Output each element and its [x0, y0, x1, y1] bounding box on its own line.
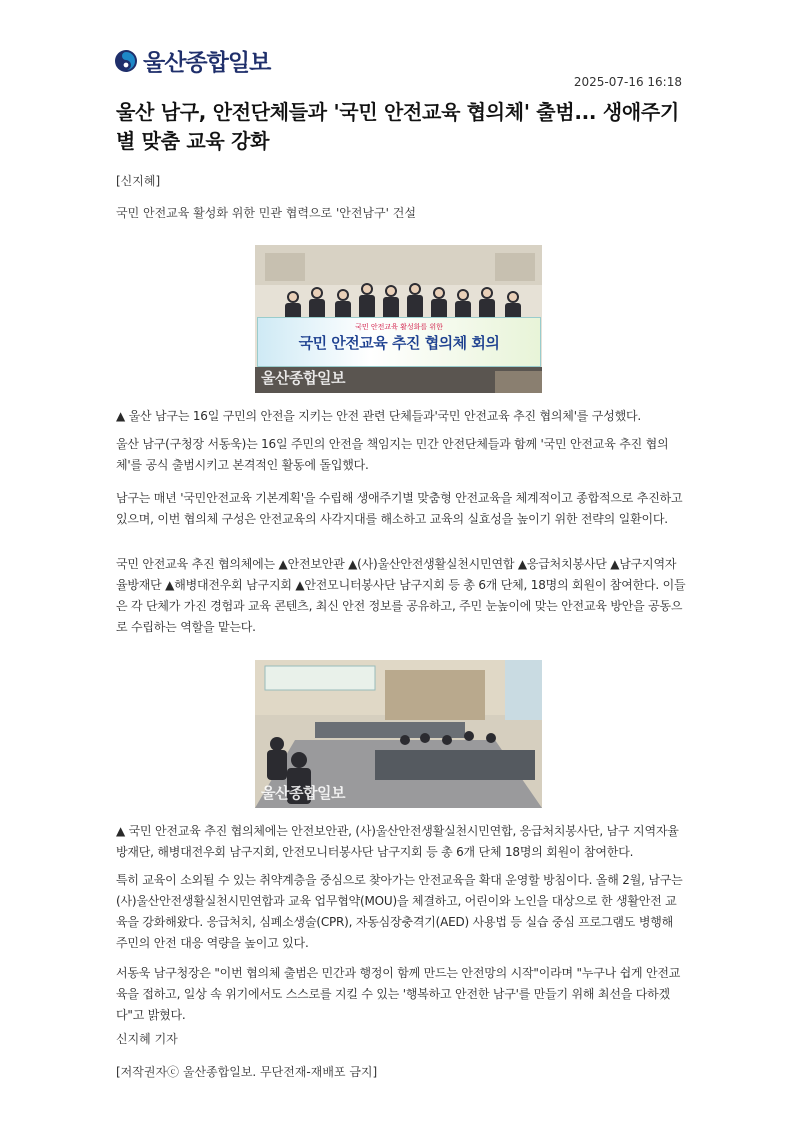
article-paragraph: 국민 안전교육 추진 협의체에는 ▲안전보안관 ▲(사)울산안전생활실천시민연합 ▲응급처치봉사단 ▲남구지역자율방재단 ▲해병대전우회 남구지회 ▲안전모니터봉사단 남구지회 등 총 6개 단체, 18명의 회원이 참여한다. 이들은 각 단체가 가진 경험과 교육 콘텐츠, 최신 안전 정보를 공유하고, 주민 눈높이에 맞는 안전교육 방안을 공동으로 수립하는 역할을 맡는다. [116, 557, 686, 634]
photo-watermark: 울산종합일보 [261, 784, 345, 802]
event-banner [257, 317, 541, 367]
logo-text: 울산종합일보 [143, 50, 271, 76]
newspaper-logo[interactable] [113, 44, 270, 77]
meeting-photo [255, 660, 542, 808]
group-photo [255, 245, 542, 393]
article-paragraph: 울산 남구(구청장 서동욱)는 16일 주민의 안전을 책임지는 민간 안전단체들과 함께 '국민 안전교육 추진 협의체'를 공식 출범시키고 본격적인 활동에 돌입했다. [116, 437, 669, 472]
article-paragraph: 서동욱 남구청장은 "이번 협의체 출범은 민간과 행정이 함께 만드는 안전망의 시작"이라며 "누구나 쉽게 안전교육을 접하고, 일상 속 위기에서도 스스로를 지킬 수 있는 '행복하고 안전한 남구'를 만들기 위해 최선을 다하겠다"고 밝혔다. [116, 966, 681, 1022]
subheadline: 국민 안전교육 활성화 위한 민관 협력으로 '안전남구' 건설 [116, 206, 416, 220]
publish-datetime: 2025-07-16 16:18 [573, 75, 682, 89]
photo-caption: ▲ 울산 남구는 16일 구민의 안전을 지키는 안전 관련 단체들과'국민 안전교육 추진 협의체'를 구성했다. [116, 409, 641, 423]
headline: 울산 남구, 안전단체들과 '국민 안전교육 협의체' 출범... 생애주기별 맞춤 교육 강화 [116, 100, 679, 153]
article-paragraph: 남구는 매년 '국민안전교육 기본계획'을 수립해 생애주기별 맞춤형 안전교육을 체계적이고 종합적으로 추진하고 있으며, 이번 협의체 구성은 안전교육의 사각지대를 해소하고 교육의 실효성을 높이기 위한 전략의 일환이다. [116, 491, 683, 526]
reporter-name: 신지혜 기자 [116, 1032, 178, 1046]
article-paragraph: 특히 교육이 소외될 수 있는 취약계층을 중심으로 찾아가는 안전교육을 확대 운영할 방침이다. 올해 2월, 남구는 (사)울산안전생활실천시민연합과 교육 업무협약(MOU)을 체결하고, 어린이와 노인을 대상으로 한 생활안전 교육을 강화해왔다. 응급처치, 심폐소생술(CPR), 자동심장충격기(AED) 사용법 등 실습 중심 프로그램도 병행해 주민의 안전 대응 역량을 높이고 있다. [116, 873, 683, 950]
copyright-notice: [저작권자ⓒ 울산종합일보. 무단전재-재배포 금지] [116, 1065, 378, 1079]
photo-caption: ▲ 국민 안전교육 추진 협의체에는 안전보안관, (사)울산안전생활실천시민연합, 응급처치봉사단, 남구 지역자율방재단, 해병대전우회 남구지회, 안전모니터봉사단 남구지회 등 총 6개 단체 18명의 회원이 참여한다. [116, 824, 679, 859]
banner-title: 국민 안전교육 추진 협의체 회의 [298, 334, 500, 352]
byline: [신지혜] [116, 174, 161, 188]
photo-watermark: 울산종합일보 [261, 369, 345, 387]
banner-subtitle: 국민 안전교육 활성화를 위한 [355, 323, 443, 331]
logo-swirl-icon [113, 48, 139, 74]
